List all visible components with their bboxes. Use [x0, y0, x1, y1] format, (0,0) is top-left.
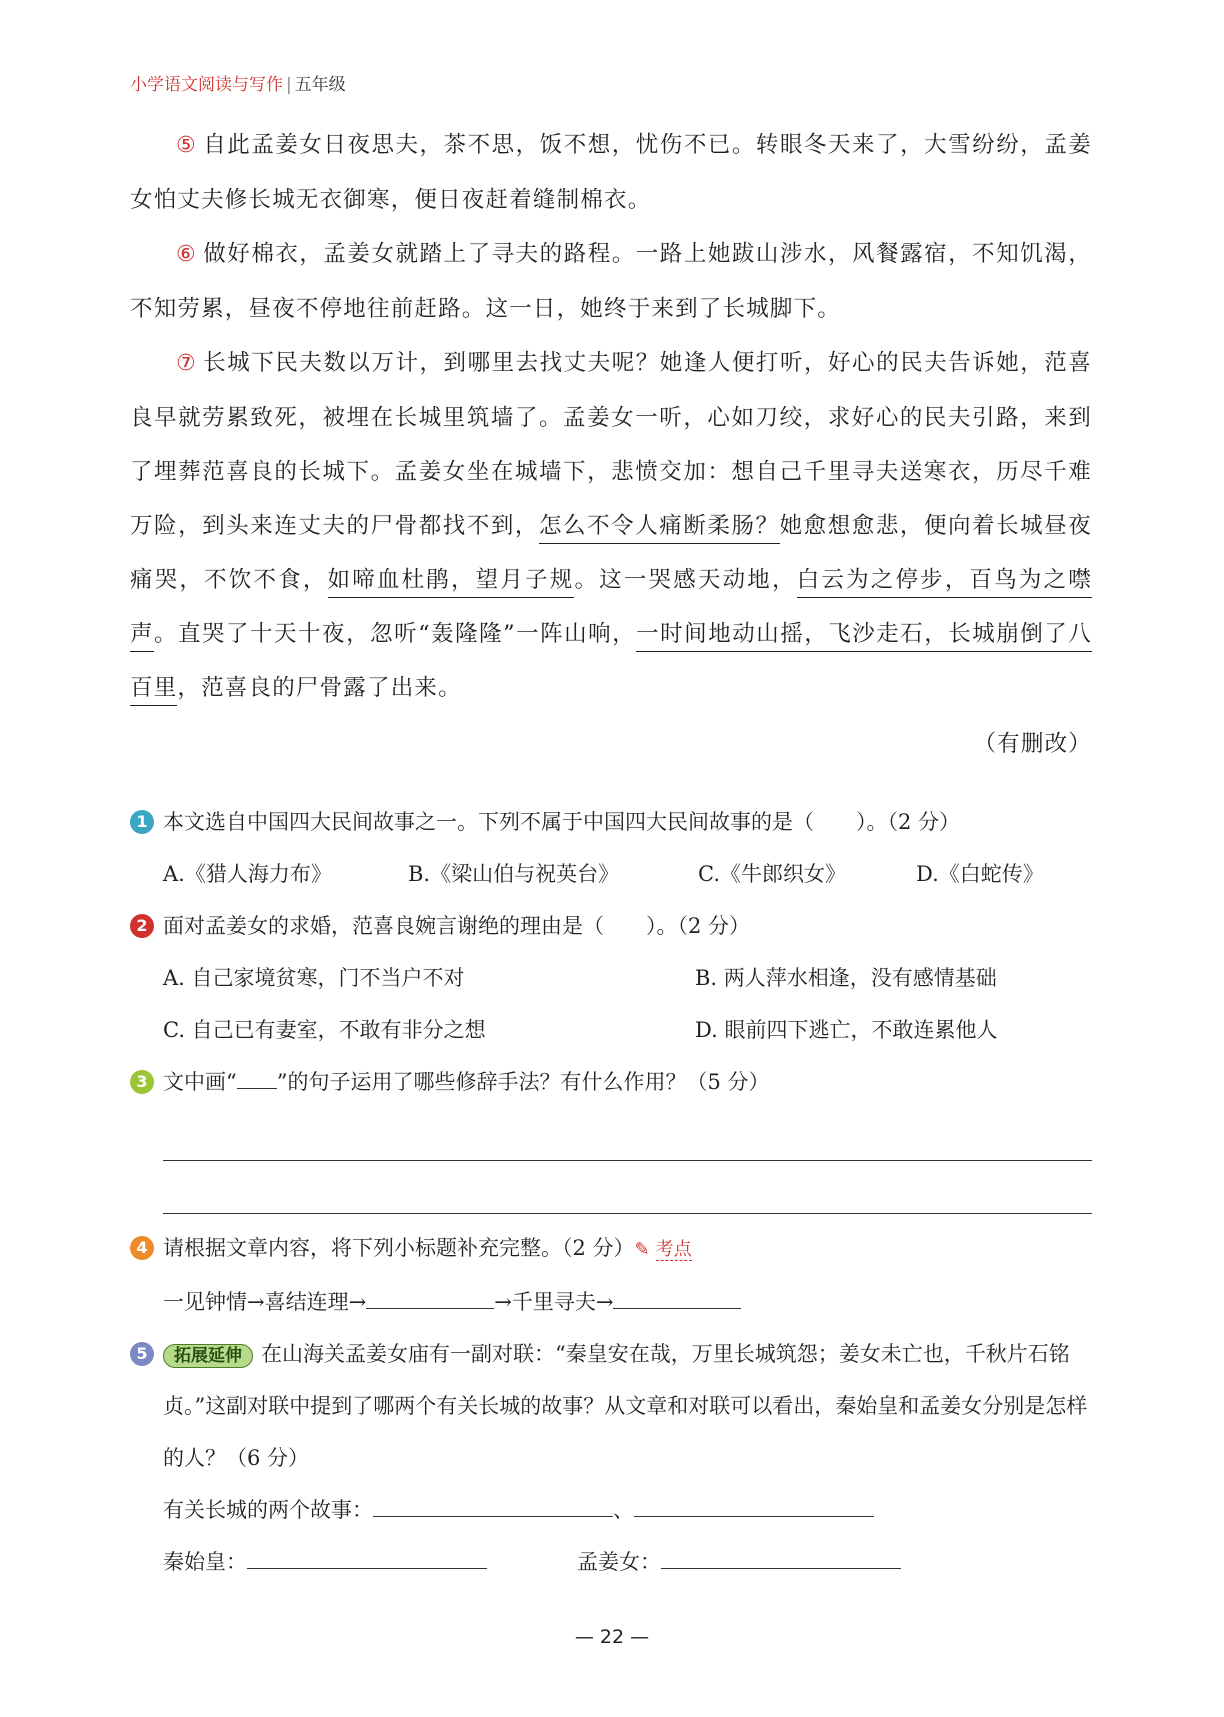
answer-line[interactable]	[163, 1108, 1092, 1161]
arrow-icon: →	[494, 1290, 512, 1314]
option-d[interactable]: D. 眼前四下逃亡，不敢连累他人	[695, 1018, 998, 1042]
underlined-sentence: 一时间地动山摇，飞沙走石，长城崩倒了八百里	[130, 621, 1092, 706]
option-b[interactable]: B.《梁山伯与祝英台》	[408, 862, 620, 886]
persons-answer-row	[130, 1536, 1092, 1588]
chain-item: 千里寻夫	[511, 1290, 596, 1314]
answer-blank[interactable]	[661, 1546, 901, 1569]
answer-blank[interactable]	[634, 1494, 874, 1517]
meng-label: 孟姜女：	[577, 1550, 661, 1574]
question-2-options-row1	[130, 952, 1092, 1004]
paragraph-number: ⑦	[176, 351, 198, 376]
answer-blank[interactable]	[613, 1286, 741, 1309]
paragraph-7	[130, 336, 1092, 715]
extension-tag: 拓展延伸	[163, 1344, 253, 1368]
question-number-badge: 1	[130, 810, 154, 834]
underline-sample	[237, 1066, 277, 1089]
answer-line[interactable]	[163, 1161, 1092, 1214]
paragraph-5	[130, 118, 1092, 227]
option-a[interactable]: A. 自己家境贫寒，门不当户不对	[163, 966, 465, 990]
stories-label: 有关长城的两个故事：	[163, 1498, 373, 1522]
question-5	[130, 1328, 1092, 1484]
chain-item: 一见钟情	[163, 1290, 247, 1314]
source-note: （有删改）	[973, 731, 1092, 757]
option-c[interactable]: C. 自己已有妻室，不敢有非分之想	[163, 1018, 486, 1042]
question-text: 在山海关孟姜女庙有一副对联：“秦皇安在哉，万里长城筑怨；姜女未亡也，千秋片石铭贞。”这副对联中提到了哪两个有关长城的故事？从文章和对联可以看出，秦始皇和孟姜女分别是怎样的人？（6 分）	[163, 1342, 1088, 1470]
question-text: 文中画“	[163, 1070, 237, 1094]
stories-answer-row	[130, 1484, 1092, 1536]
question-2-options-row2	[130, 1004, 1092, 1056]
pencil-icon: ✎	[634, 1239, 650, 1260]
qin-label: 秦始皇：	[163, 1550, 247, 1574]
key-point-tag: 考点	[655, 1239, 692, 1260]
question-number-badge: 2	[130, 914, 154, 938]
question-text: 请根据文章内容，将下列小标题补充完整。（2 分）	[163, 1236, 635, 1260]
option-b[interactable]: B. 两人萍水相逢，没有感情基础	[695, 966, 997, 990]
question-text: ”的句子运用了哪些修辞手法？有什么作用？（5 分）	[276, 1070, 770, 1094]
questions-section	[130, 796, 1092, 1588]
paragraph-text: 她愈想愈悲，便向着长城昼夜痛哭，不饮不食，	[130, 513, 1092, 593]
question-3	[130, 1056, 1092, 1108]
reading-passage	[130, 118, 1092, 771]
blank-separator: 、	[613, 1498, 634, 1522]
question-number-badge: 3	[130, 1070, 154, 1094]
option-c[interactable]: C.《牛郎织女》	[698, 862, 846, 886]
option-a[interactable]: A.《猎人海力布》	[163, 862, 332, 886]
chain-item: 喜结连理	[264, 1290, 349, 1314]
question-text: 面对孟姜女的求婚，范喜良婉言谢绝的理由是（ ）。（2 分）	[163, 914, 751, 938]
question-number-badge: 5	[130, 1342, 154, 1366]
answer-blank[interactable]	[373, 1494, 613, 1517]
paragraph-number: ⑤	[176, 133, 198, 158]
page-header	[130, 70, 346, 95]
question-1-options	[130, 848, 1092, 900]
paragraph-number: ⑥	[176, 242, 198, 267]
answer-blank[interactable]	[366, 1286, 494, 1309]
arrow-icon: →	[595, 1290, 614, 1314]
paragraph-text: 长城下民夫数以万计，到哪里去找丈夫呢？她逢人便打听，好心的民夫告诉她，范喜良早就劳累致死，被埋在长城里筑墙了。孟姜女一听，心如刀绞，求好心的民夫引路，来到了埋葬范喜良的长城下。孟姜女坐在城墙下，悲愤交加：想自己千里寻夫送寒衣，历尽千难万险，到头来连丈夫的尸骨都找不到，	[130, 350, 1092, 539]
subtitle-chain	[130, 1276, 1092, 1328]
question-2	[130, 900, 1092, 952]
paragraph-text: 。这一哭感天动地，	[574, 567, 797, 593]
arrow-icon: →	[247, 1290, 265, 1314]
header-separator: |	[286, 75, 292, 95]
paragraph-6	[130, 227, 1092, 336]
question-4	[130, 1222, 1092, 1276]
question-text: 本文选自中国四大民间故事之一。下列不属于中国四大民间故事的是（ ）。（2 分）	[163, 810, 961, 834]
question-1	[130, 796, 1092, 848]
question-number-badge: 4	[130, 1236, 154, 1260]
underlined-sentence: 如啼血杜鹃，望月子规	[328, 567, 575, 598]
underlined-sentence: 白云为之停步，百鸟为之噤声	[130, 567, 1092, 652]
option-d[interactable]: D.《白蛇传》	[916, 862, 1044, 886]
paragraph-text: 。直哭了十天十夜，忽听“轰隆隆”一阵山响，	[154, 621, 637, 647]
arrow-icon: →	[348, 1290, 367, 1314]
paragraph-text: ，范喜良的尸骨露了出来。	[177, 675, 462, 701]
grade-label: 五年级	[294, 75, 346, 95]
page-number: — 22 —	[574, 1626, 650, 1648]
paragraph-text: 自此孟姜女日夜思夫，茶不思，饭不想，忧伤不已。转眼冬天来了，大雪纷纷，孟姜女怕丈夫修长城无衣御寒，便日夜赶着缝制棉衣。	[130, 132, 1092, 213]
book-series-title: 小学语文阅读与写作	[130, 75, 283, 95]
underlined-sentence: 怎么不令人痛断柔肠？	[539, 513, 780, 544]
paragraph-text: 做好棉衣，孟姜女就踏上了寻夫的路程。一路上她跋山涉水，风餐露宿，不知饥渴，不知劳累，昼夜不停地往前赶路。这一日，她终于来到了长城脚下。	[130, 241, 1092, 322]
answer-blank[interactable]	[247, 1546, 487, 1569]
